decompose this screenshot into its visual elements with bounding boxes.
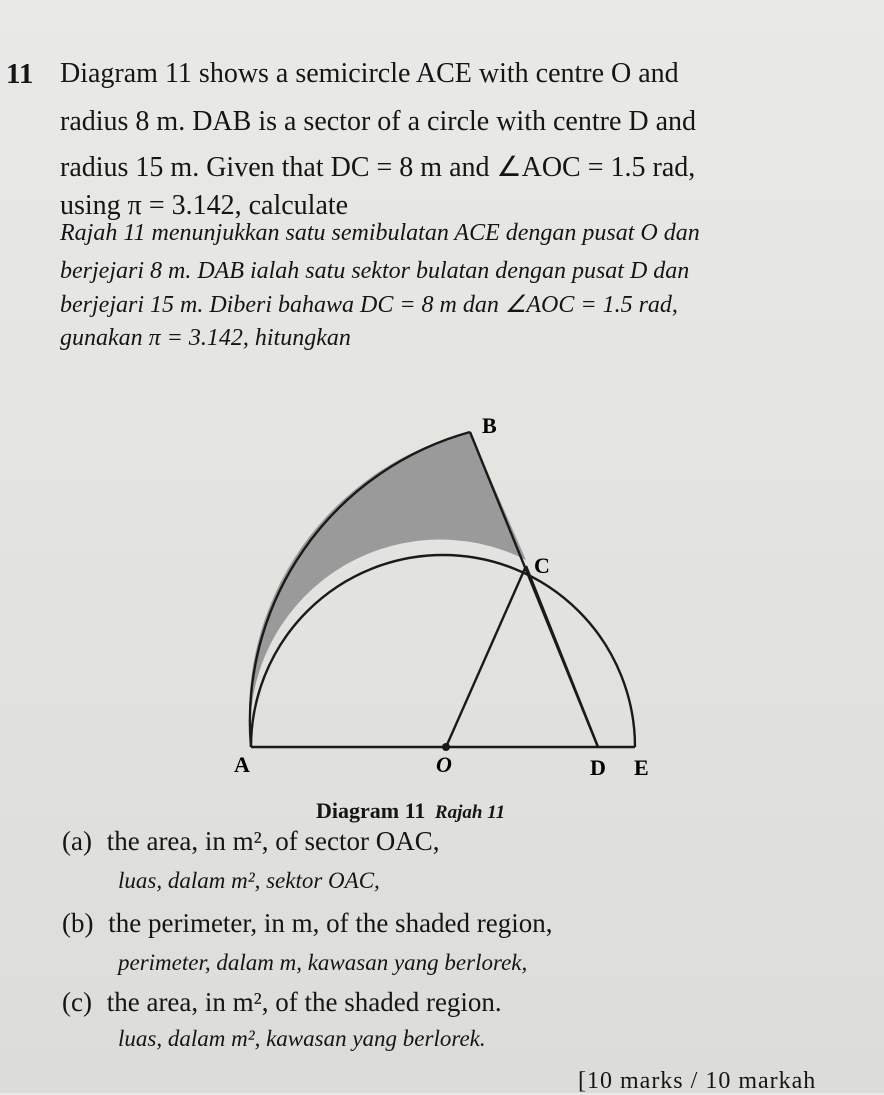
part-c — [62, 987, 502, 1018]
label-b: B — [482, 413, 497, 438]
label-e: E — [634, 755, 649, 780]
centre-o-dot — [442, 743, 450, 751]
question-en-line-4: using π = 3.142, calculate — [60, 190, 349, 221]
radius-oc — [446, 566, 526, 747]
part-a-text: the area, in m², of sector OAC, — [106, 826, 440, 856]
question-ms-line-3: berjejari 15 m. Diberi bahawa DC = 8 m dan ∠AOC = 1.5 rad, — [60, 292, 678, 318]
label-o: O — [436, 752, 452, 777]
part-b-text: the perimeter, in m, of the shaded region, — [108, 908, 553, 938]
question-en-line-1: Diagram 11 shows a semicircle ACE with centre O and — [60, 58, 679, 89]
label-a: A — [234, 752, 250, 777]
diagram-caption — [316, 798, 505, 824]
label-d: D — [590, 755, 606, 780]
caption-ms: Rajah 11 — [434, 802, 506, 823]
part-b — [62, 908, 553, 939]
question-number: 11 — [6, 58, 34, 90]
line-cd — [526, 566, 598, 747]
part-a-label: (a) — [62, 826, 92, 856]
part-a — [62, 826, 439, 857]
part-c-label: (c) — [62, 987, 92, 1017]
marks-allocation: [10 marks / 10 markah — [578, 1068, 817, 1094]
label-c: C — [534, 553, 550, 578]
shaded-region — [249, 432, 526, 747]
part-b-label: (b) — [62, 908, 94, 938]
question-ms-line-4: gunakan π = 3.142, hitungkan — [60, 325, 351, 351]
part-c-text: the area, in m², of the shaded region. — [106, 987, 502, 1017]
question-ms-line-1: Rajah 11 menunjukkan satu semibulatan ACE dengan pusat O dan — [60, 220, 700, 246]
question-en-line-3: radius 15 m. Given that DC = 8 m and ∠AOC = 1.5 rad, — [60, 152, 696, 183]
part-a-ms: luas, dalam m², sektor OAC, — [118, 868, 380, 893]
part-b-ms: perimeter, dalam m, kawasan yang berlorek, — [118, 950, 528, 975]
question-en-line-2: radius 8 m. DAB is a sector of a circle with centre D and — [60, 106, 697, 137]
part-c-ms: luas, dalam m², kawasan yang berlorek. — [118, 1026, 486, 1051]
caption-en: Diagram 11 — [316, 798, 426, 823]
question-ms-line-2: berjejari 8 m. DAB ialah satu sektor bulatan dengan pusat D dan — [60, 258, 690, 284]
